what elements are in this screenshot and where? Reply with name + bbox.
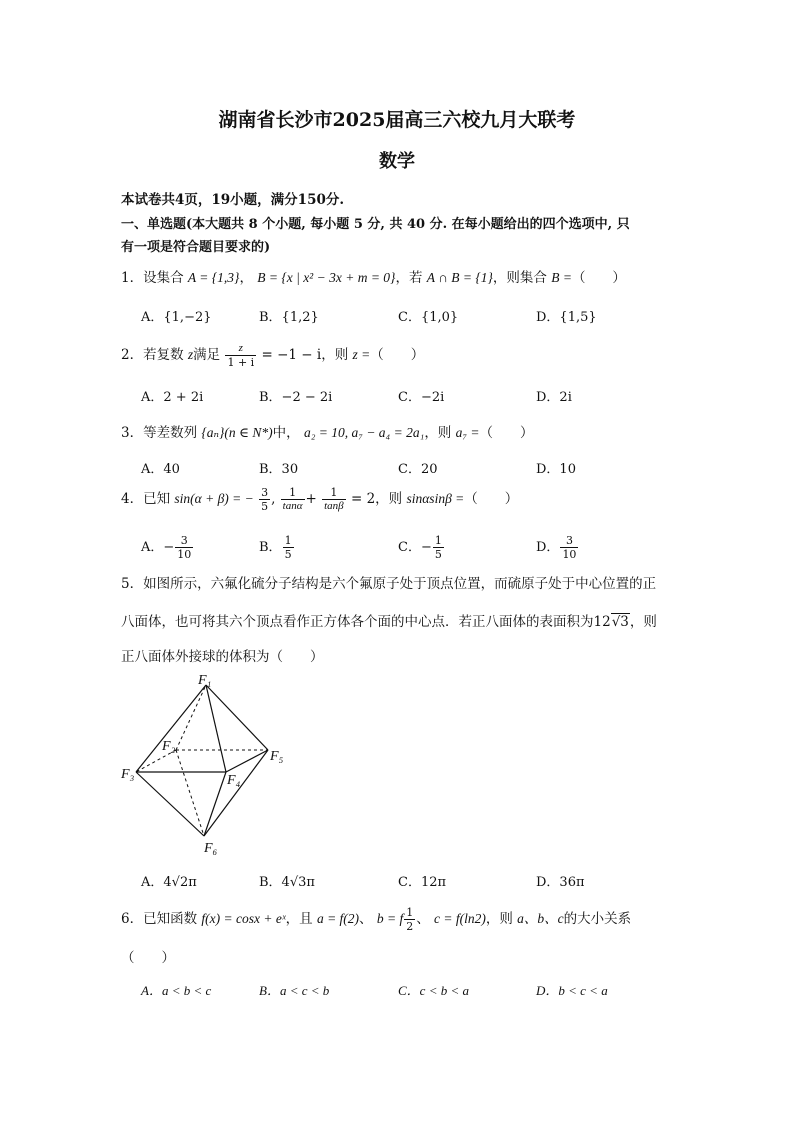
fraction-1-over-2: $\frac{1}{2}$: [406, 906, 414, 933]
question-4-option-d: D． $\frac{3}{10}$: [536, 534, 577, 561]
fraction-1-over-tan-beta: $\frac{1}{\tan\beta}$: [324, 486, 344, 512]
label-f5: F₅: [270, 749, 284, 764]
question-3-option-a: A．40: [141, 462, 180, 477]
label-f4: F₄: [227, 773, 241, 788]
fraction-z-over-1-plus-i: $\frac{z}{1 + i}$: [227, 342, 255, 369]
question-3-stem: 3．等差数列 {aₙ}(n ∈ N*)中， a₂ = 10, a₇ − a₄ = 2a₁，则 a₇ =（ ）: [121, 425, 534, 441]
question-4-option-a: A．− $\frac{3}{10}$: [141, 534, 192, 561]
question-3-option-b: B．30: [259, 462, 299, 477]
edge-f1-f3: [136, 685, 206, 772]
question-6-option-d: D．b < c < a: [536, 983, 608, 998]
exam-title: 湖南省长沙市2025届高三六校九月大联考: [218, 109, 576, 131]
fraction-3-over-5: $\frac{3}{5}$: [261, 486, 269, 513]
subject-title: 数学: [379, 151, 415, 172]
section-heading-line1: 一、单选题(本大题共 8 个小题, 每小题 5 分, 共 40 分. 在每小题给出的四个选项中, 只: [121, 217, 630, 232]
edge-f1-f4: [206, 685, 226, 772]
octahedron-figure: [110, 668, 310, 858]
edge-f4-f5: [226, 750, 268, 772]
question-4-stem: 4．已知 sin(α + β) = − $\frac{3}{5}$ , $\frac{1}{\tan\alpha}$ + $\frac{1}{\tan\beta}$ = 2，则 sinαsinβ =（ ）: [121, 486, 519, 513]
question-2-option-d: D．2i: [536, 390, 572, 405]
question-5-stem-line2: 八面体，也可将其六个顶点看作正方体各个面的中心点．若正八面体的表面积为12√3，则: [121, 614, 657, 630]
question-5-stem-line3: 正八面体外接球的体积为（ ）: [121, 649, 324, 665]
question-2-option-b: B．−2 − 2i: [259, 390, 333, 405]
question-5-option-c: C．12π: [398, 875, 447, 890]
label-f3: F₃: [121, 767, 135, 782]
question-6-stem-line2: （ ）: [121, 950, 175, 966]
question-5-option-b: B．4√3π: [259, 875, 315, 890]
question-5-stem-line1: 5．如图所示，六氟化硫分子结构是六个氟原子处于顶点位置，而硫原子处于中心位置的正: [121, 576, 657, 592]
question-6-option-c: C．c < b < a: [398, 983, 469, 998]
section-heading-line2: 有一项是符合题目要求的): [121, 240, 271, 255]
question-1-option-d: D．{1,5}: [536, 310, 597, 325]
label-f2: F₂: [162, 739, 176, 754]
question-2-stem: 2．若复数 z满足 $\frac{z}{1 + i}$ = −1 − i，则 z =（ ）: [121, 342, 425, 369]
label-f6: F₆: [204, 841, 218, 856]
question-2-option-a: A．2 + 2i: [141, 390, 204, 405]
edge-f5-f6: [204, 750, 268, 836]
question-1-option-a: A．{1,−2}: [141, 310, 212, 325]
question-4-option-c: C．− $\frac{1}{5}$: [398, 534, 442, 561]
question-3-option-c: C．20: [398, 462, 438, 477]
question-6-option-a: A．a < b < c: [141, 983, 212, 998]
fraction-1-over-tan-alpha: $\frac{1}{\tan\alpha}$: [282, 486, 303, 512]
edge-f1-f5: [206, 685, 268, 750]
question-4-option-b: B． $\frac{1}{5}$: [259, 534, 292, 561]
question-6-option-b: B．a < c < b: [259, 983, 330, 998]
question-3-option-d: D．10: [536, 462, 576, 477]
question-1-stem: 1．设集合 A = {1,3}， B = {x | x² − 3x + m = 0}，若 A ∩ B = {1}，则集合 B =（ ）: [121, 270, 626, 286]
question-6-stem: 6．已知函数 f(x) = cosx + eˣ，且 a = f(2)、 b = f $\frac{1}{2}$ 、 c = f(ln2)，则 a、b、c的大小关系: [121, 906, 632, 933]
question-1-option-b: B．{1,2}: [259, 310, 319, 325]
paper-info: 本试卷共4页，19小题，满分150分.: [121, 192, 345, 208]
question-2-option-c: C．−2i: [398, 390, 445, 405]
question-5-option-a: A．4√2π: [141, 875, 197, 890]
question-5-option-d: D．36π: [536, 875, 585, 890]
edge-f4-f6: [204, 772, 226, 836]
label-f1: F₁: [198, 673, 212, 688]
question-1-option-c: C．{1,0}: [398, 310, 459, 325]
